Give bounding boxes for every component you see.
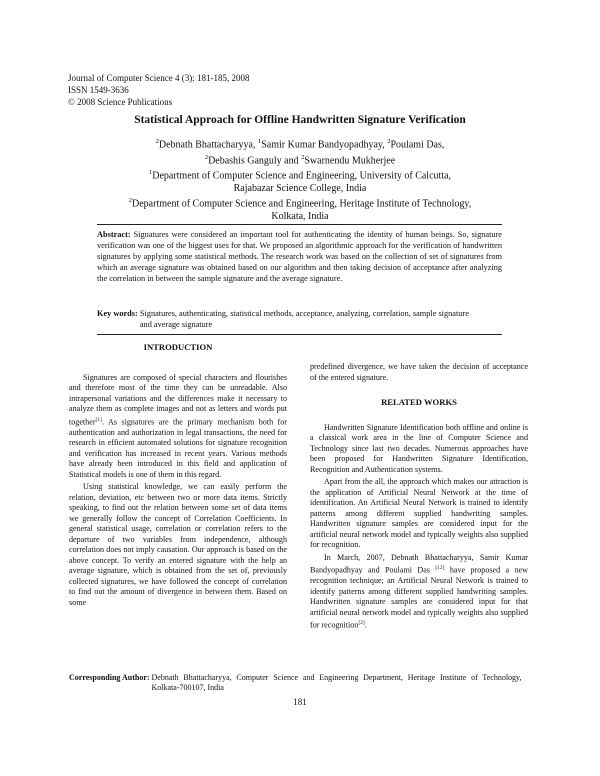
text-run: In March, 2007, Debnath Bhattacharyya, Samir Kumar Bandyopadhyay and Poulami Das xyxy=(310,552,528,575)
text-run: . xyxy=(364,620,367,630)
author-line-1 xyxy=(0,136,600,152)
introduction-heading: INTRODUCTION xyxy=(143,342,213,352)
author-name: Debnath Bhattacharyya, xyxy=(158,139,258,151)
affiliation-2 xyxy=(0,195,600,211)
abstract-label: Abstract: xyxy=(97,230,131,239)
author-block xyxy=(0,136,600,223)
copyright: © 2008 Science Publications xyxy=(68,97,173,107)
right-column xyxy=(310,362,528,631)
related-paragraph-1: Handwritten Signature Identification both offline and online is a classical work area in the line of Computer Science and Technology since last two decades. Numerous approaches have been proposed for Handwritten Signature Identification, Recognition and Authentication systems. xyxy=(310,422,528,474)
author-sup: 2 xyxy=(204,153,209,161)
affiliation-1 xyxy=(0,167,600,183)
affiliation-2-cont: Kolkata, India xyxy=(271,210,329,222)
corresponding-author xyxy=(69,673,529,693)
affiliation-text: Department of Computer Science and Engineering, Heritage Institute of Technology, xyxy=(132,198,472,210)
intro-paragraph-2: Using statistical knowledge, we can easily perform the relation, deviation, etc between two or more data items. Strictly speaking, to find out the relation between some set of data items we generally follow the concept of Correlation Coefficients. In general statistical usage, correlation or correlation refers to the departure of two variables from independence, although correlation does not imply causation. Our approach is based on the above concept. To verify an entered signature with the help an average signature, which is obtained from the set of, previously collected signatures, we have followed the concept of correlation to find out the amount of divergence in between them. Based on some xyxy=(69,482,287,607)
author-sup: 1 xyxy=(258,138,262,145)
related-works-heading: RELATED WORKS xyxy=(381,397,457,407)
affiliation-text: Department of Computer Science and Engineering, University of Calcutta, xyxy=(152,170,452,182)
citation: [12] xyxy=(435,565,445,571)
abstract xyxy=(97,229,502,284)
intro-paragraph-1 xyxy=(69,373,287,481)
affiliation-1-cont: Rajabazar Science College, India xyxy=(233,182,367,194)
author-line-2 xyxy=(0,152,600,168)
affiliation-sup: 2 xyxy=(128,197,133,205)
author-sup: 2 xyxy=(155,138,159,145)
abstract-text: Signatures were considered an important tool for authenticating the identity of human beings. So, signature verification was one of the biggest uses for that. We proposed an algorithmic approach for the verification of handwritten signatures by applying some statistical methods. The research work was based on the collection of set of signatures from which an average signature was obtained based on our algorithm and then taking decision of acceptance after analyzing the correlation in between the sample signature and the average signature. xyxy=(97,230,502,283)
author-sup: 2 xyxy=(301,153,305,161)
keywords xyxy=(97,308,502,330)
related-paragraph-2: Apart from the all, the approach which makes our attraction is the application of Artificial Neural Network at the time of identification. An Artificial Neural Network is trained to identify patterns among different supplied handwriting samples. Handwritten signature samples are considered input for the artificial neural network model and typically weights also supplied for recognition. xyxy=(310,477,528,549)
keywords-text: Signatures, authenticating, statistical methods, acceptance, analyzing, correlation, sample signature and average signature xyxy=(139,309,469,329)
citation: [2] xyxy=(358,620,365,627)
paper-title: Statistical Approach for Offline Handwritten Signature Verification xyxy=(134,114,466,126)
intro-continuation: predefined divergence, we have taken the decision of acceptance of the entered signature. xyxy=(310,362,528,382)
author-name: Debashis Ganguly and xyxy=(208,154,302,166)
text-run: Signatures are composed of special characters and flourishes and therefore most of the time they can be unreadable. Also intrapersonal variations and the differences make it necessary to analyze them as complete images and not as letters and words put together xyxy=(69,372,287,427)
keywords-label: Key words: xyxy=(97,309,138,318)
related-paragraph-3 xyxy=(310,553,528,632)
left-column xyxy=(69,342,287,608)
text-run: . As signatures are the primary mechanism both for authentication and authorization in legal transactions, the need for research in efficient automated solutions for signature recognition and verification has increased in recent years. Various methods have already been introduced in this field and application of Statistical models is one of them in this regard. xyxy=(69,417,287,479)
corresponding-text: Debnath Bhattacharyya, Computer Science and Engineering Department, Heritage Institute of Technology, Kolkata-700107, India xyxy=(151,673,522,692)
issn: ISSN 1549-3636 xyxy=(68,85,129,95)
journal-header xyxy=(68,72,249,108)
author-name: Swarnendu Mukherjee xyxy=(304,154,396,166)
author-sup: 2 xyxy=(387,138,391,145)
keywords-bottom-rule xyxy=(97,334,502,335)
affiliation-sup: 1 xyxy=(148,169,153,177)
page-number: 181 xyxy=(293,697,307,707)
text-run: have proposed a new recognition technique; an Artificial Neural Network is trained to identify patterns among different supplied handwriting samples. Handwritten signature samples are considered input for that artificial neural network model and typically weights also supplied for recognition xyxy=(310,565,528,630)
corresponding-label: Corresponding Author: xyxy=(69,673,150,682)
abstract-top-rule xyxy=(97,224,502,225)
author-name: Poulami Das, xyxy=(390,139,445,151)
author-name: Samir Kumar Bandyopadhyay, xyxy=(261,139,388,151)
journal-citation: Journal of Computer Science 4 (3): 181-185, 2008 xyxy=(68,73,250,83)
citation: [1] xyxy=(95,416,102,423)
